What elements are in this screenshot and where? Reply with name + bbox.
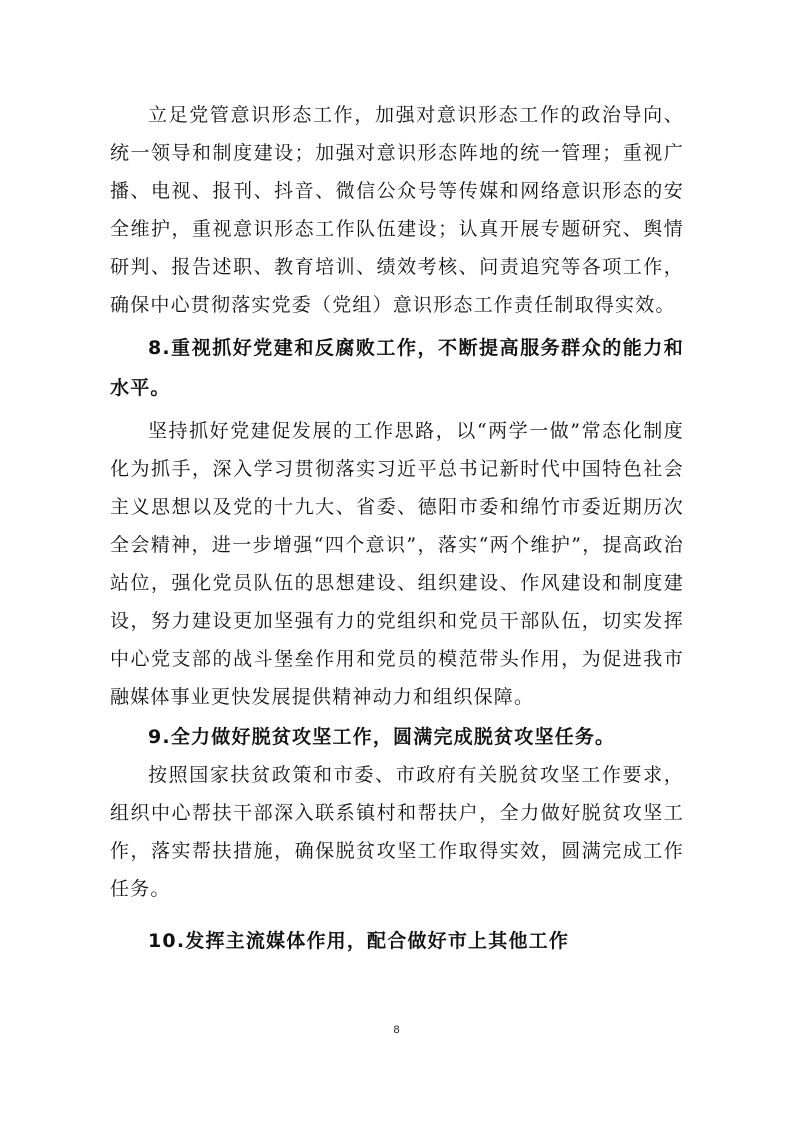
- heading-section-10: 10.发挥主流媒体作用，配合做好市上其他工作: [148, 930, 570, 952]
- heading-section-8: 8.重视抓好党建和反腐败工作，不断提高服务群众的能力和水平。: [110, 337, 684, 399]
- heading-section-9: 9.全力做好脱贫攻坚工作，圆满完成脱贫攻坚任务。: [148, 726, 616, 748]
- paragraph-poverty-alleviation: 按照国家扶贫政策和市委、市政府有关脱贫攻坚工作要求，组织中心帮扶干部深入联系镇村和帮扶户，全力做好脱贫攻坚工作，落实帮扶措施，确保脱贫攻坚工作取得实效，圆满完成工作任务。: [110, 764, 684, 900]
- paragraph-ideology-work: 立足党管意识形态工作，加强对意识形态工作的政治导向、统一领导和制度建设；加强对意识形态阵地的统一管理；重视广播、电视、报刊、抖音、微信公众号等传媒和网络意识形态的安全维护，重视意识形态工作队伍建设；认真开展专题研究、舆情研判、报告述职、教育培训、绩效考核、问责追究等各项工作，确保中心贯彻落实党委（党组）意识形态工作责任制取得实效。: [110, 104, 684, 316]
- page-number: 8: [393, 1024, 400, 1036]
- paragraph-party-building: 坚持抓好党建促发展的工作思路，以“两学一做”常态化制度化为抓手，深入学习贯彻落实习近平总书记新时代中国特色社会主义思想以及党的十九大、省委、德阳市委和绵竹市委近期历次全会精神，进一步增强“四个意识”，落实“两个维护”，提高政治站位，强化党员队伍的思想建设、组织建设、作风建设和制度建设，努力建设更加坚强有力的党组织和党员干部队伍，切实发挥中心党支部的战斗堡垒作用和党员的模范带头作用，为促进我市融媒体事业更快发展提供精神动力和组织保障。: [110, 420, 684, 708]
- document-page: [110, 96, 684, 960]
